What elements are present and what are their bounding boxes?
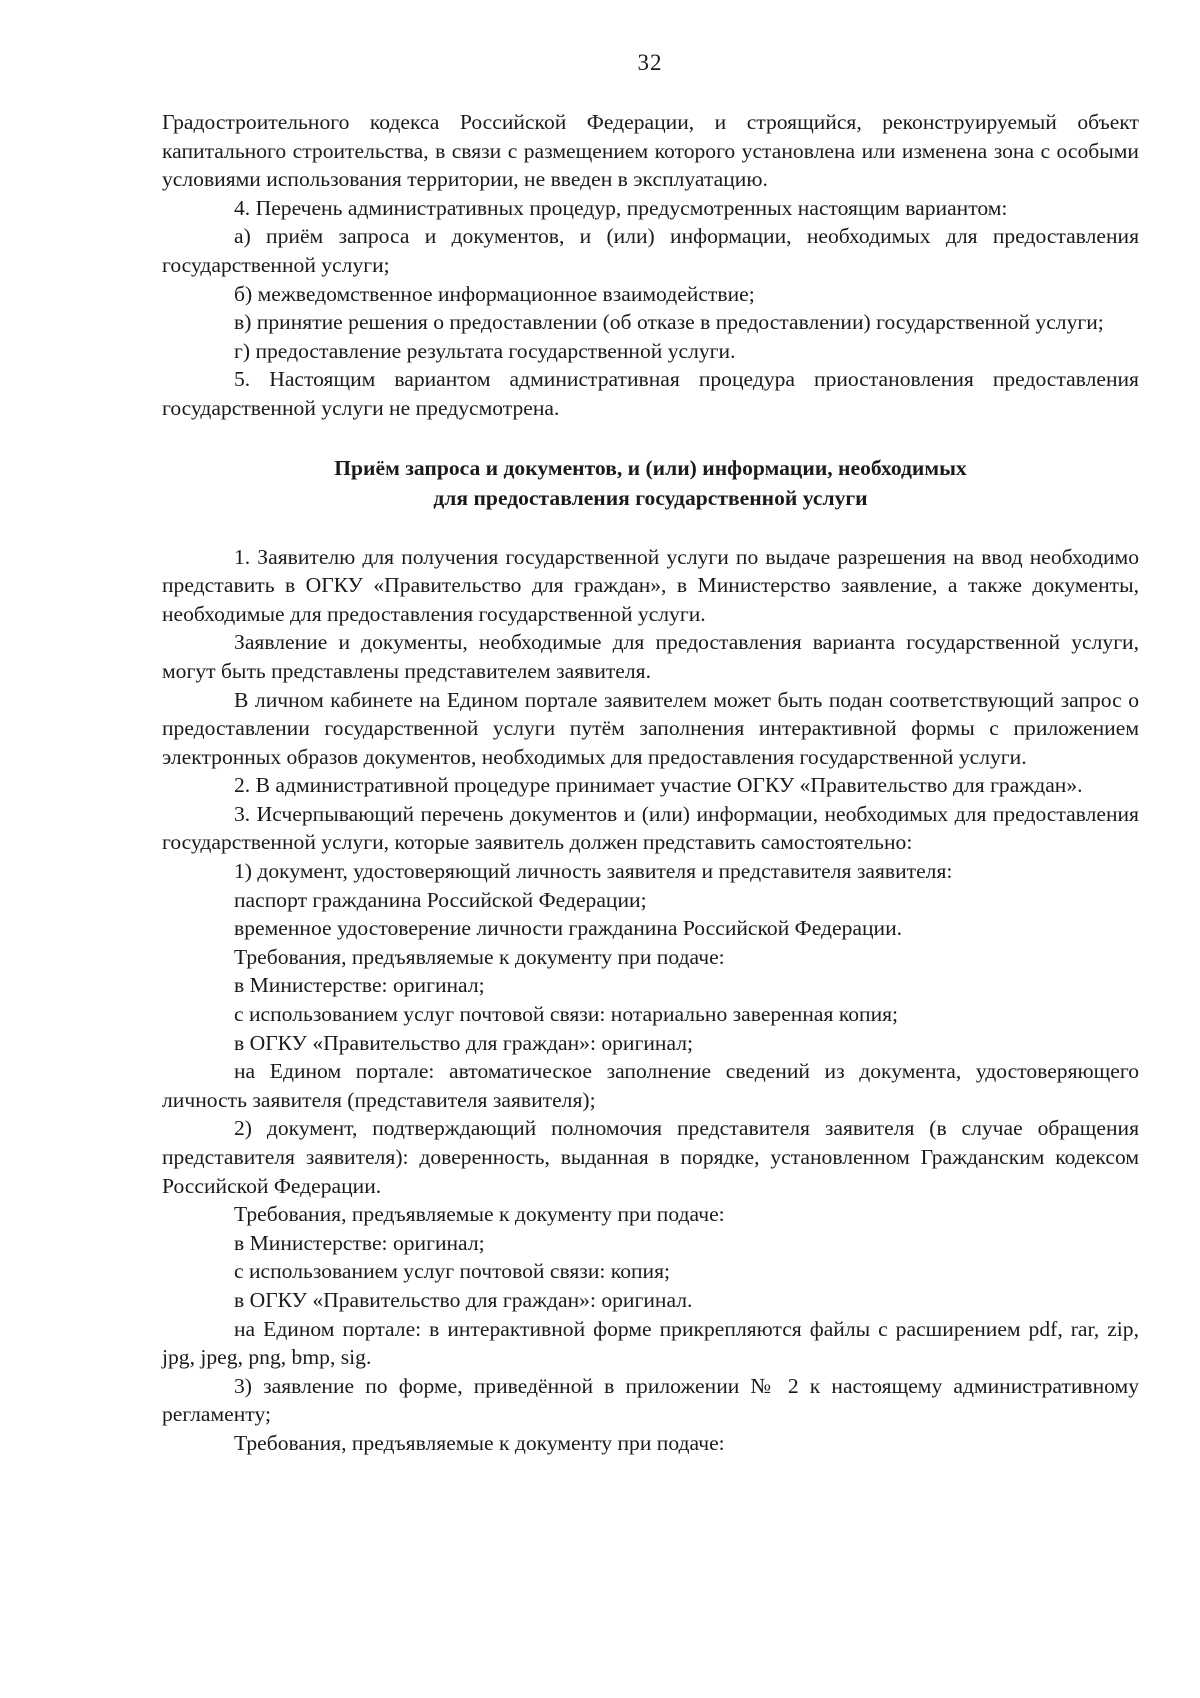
paragraph: Заявление и документы, необходимые для предоставления варианта государственной услуги, могут быть представлены представителем заявителя.: [162, 630, 1139, 683]
section-heading: [162, 453, 1139, 513]
list-item: на Едином портале: в интерактивной форме прикрепляются файлы с расширением pdf, rar, zip, jpg, jpeg, png, bmp, sig.: [162, 1316, 1139, 1370]
page-number: 32: [637, 50, 663, 75]
list-item: в ОГКУ «Правительство для граждан»: оригинал.: [234, 1287, 693, 1312]
list-item: Требования, предъявляемые к документу при подаче:: [234, 944, 725, 969]
list-item: Требования, предъявляемые к документу при подаче:: [234, 1202, 725, 1227]
paragraph: В личном кабинете на Едином портале заявителем может быть подан соответствующий запрос о предоставлении государственной услуги путём заполнения интерактивной формы с приложением электронных образов документов, необходимых для предоставления государственной услуги.: [162, 687, 1139, 769]
list-item: временное удостоверение личности гражданина Российской Федерации.: [234, 916, 903, 941]
paragraph: 1. Заявителю для получения государственной услуги по выдаче разрешения на ввод необходимо представить в ОГКУ «Правительство для граждан», в Министерство заявление, а также документы, необходимые для предоставления государственной услуги.: [162, 544, 1139, 626]
list-item: 3) заявление по форме, приведённой в приложении № 2 к настоящему административному регламенту;: [162, 1373, 1139, 1427]
list-item: с использованием услуг почтовой связи: копия;: [234, 1259, 671, 1284]
paragraph: 4. Перечень административных процедур, предусмотренных настоящим вариантом:: [234, 195, 1008, 220]
list-item: в ОГКУ «Правительство для граждан»: оригинал;: [234, 1030, 694, 1055]
list-item: в) принятие решения о предоставлении (об отказе в предоставлении) государственной услуги;: [234, 310, 1104, 335]
list-item: на Едином портале: автоматическое заполнение сведений из документа, удостоверяющего личность заявителя (представителя заявителя);: [162, 1059, 1139, 1112]
paragraph: Градостроительного кодекса Российской Федерации, и строящийся, реконструируемый объект капитального строительства, в связи с размещением которого установлена или изменена зона с особыми условиями использования территории, не введен в эксплуатацию.: [162, 110, 1139, 192]
list-item: паспорт гражданина Российской Федерации;: [234, 887, 647, 912]
list-item: 1) документ, удостоверяющий личность заявителя и представителя заявителя:: [234, 859, 953, 884]
paragraph: 2. В административной процедуре принимает участие ОГКУ «Правительство для граждан».: [234, 773, 1083, 798]
list-item: 2) документ, подтверждающий полномочия представителя заявителя (в случае обращения представителя заявителя): доверенность, выданная в порядке, установленном Гражданским кодексом Российской Федерации.: [162, 1116, 1139, 1198]
list-item: Требования, предъявляемые к документу при подаче:: [234, 1430, 725, 1455]
document-body: [162, 108, 1139, 1458]
paragraph: 5. Настоящим вариантом административная процедура приостановления предоставления государственной услуги не предусмотрена.: [162, 367, 1139, 420]
list-item: с использованием услуг почтовой связи: нотариально заверенная копия;: [234, 1002, 899, 1027]
list-item: а) приём запроса и документов, и (или) информации, необходимых для предоставления государственной услуги;: [162, 224, 1139, 277]
section-heading-line: для предоставления государственной услуги: [433, 485, 868, 510]
list-item: в Министерстве: оригинал;: [234, 1230, 485, 1255]
section-heading-line: Приём запроса и документов, и (или) информации, необходимых: [334, 455, 967, 480]
list-item: г) предоставление результата государственной услуги.: [234, 338, 736, 363]
list-item: в Министерстве: оригинал;: [234, 973, 485, 998]
paragraph: 3. Исчерпывающий перечень документов и (или) информации, необходимых для предоставления государственной услуги, которые заявитель должен представить самостоятельно:: [162, 801, 1139, 855]
list-item: б) межведомственное информационное взаимодействие;: [234, 281, 755, 306]
